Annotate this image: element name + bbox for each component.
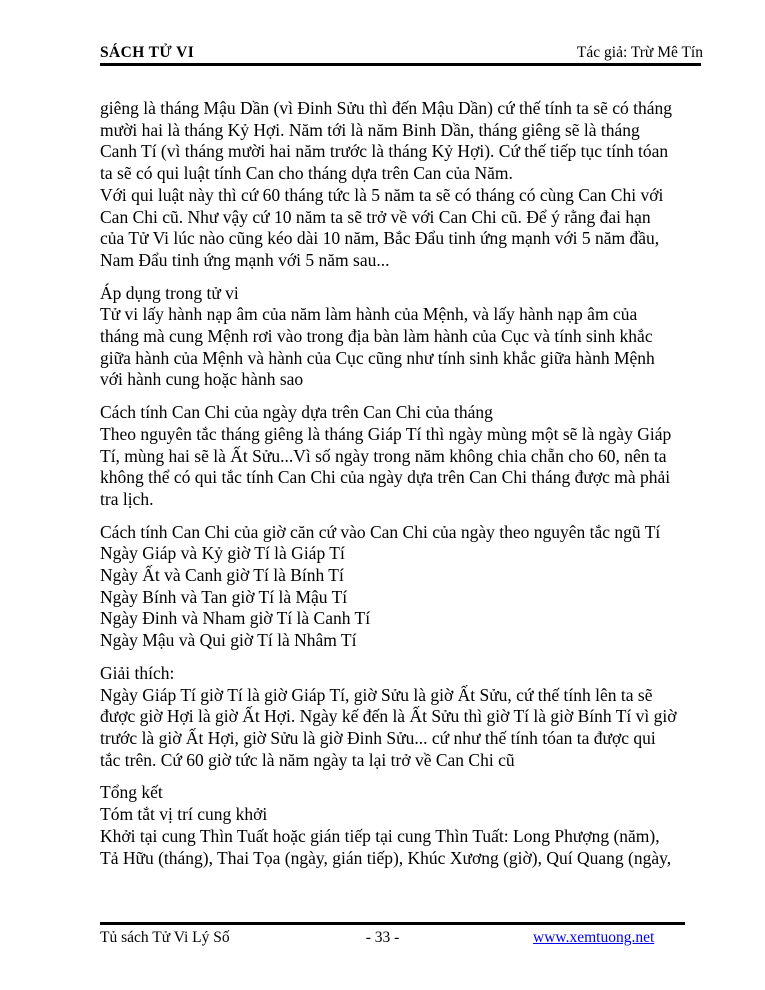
- text-line: Khởi tại cung Thìn Tuất hoặc gián tiếp tại cung Thìn Tuất: Long Phượng (năm),: [100, 825, 660, 846]
- text-line: Tí, mùng hai sẽ là Ất Sửu...Vì số ngày trong năm không chia chẵn cho 60, nên ta: [100, 445, 667, 466]
- text-line: Tóm tắt vị trí cung khởi: [100, 804, 268, 825]
- text-line: được giờ Hợi là giờ Ất Hợi. Ngày kế đến là Ất Sửu thì giờ Tí là giờ Bính Tí vì giờ: [100, 706, 677, 727]
- paragraph-block: [100, 782, 740, 869]
- text-line: Tả Hữu (tháng), Thai Tọa (ngày, gián tiếp), Khúc Xương (giờ), Quí Quang (ngày,: [100, 847, 672, 868]
- text-line: Canh Tí (vì tháng mười hai năm trước là tháng Kỷ Hợi). Cứ thế tiếp tục tính tóan: [100, 141, 669, 162]
- text-line: Ngày Giáp và Kỷ giờ Tí là Giáp Tí: [100, 543, 345, 564]
- text-line: mười hai là tháng Kỷ Hợi. Năm tới là năm Binh Dần, tháng giêng sẽ là tháng: [100, 119, 640, 140]
- text-line: trước là giờ Ất Hợi, giờ Sửu là giờ Đinh Sửu... cứ như thế tính tóan ta được qui: [100, 727, 656, 748]
- paragraph-block: [100, 663, 740, 772]
- text-line: Ngày Ất và Canh giờ Tí là Bính Tí: [100, 565, 344, 586]
- footer-series-title: Tủ sách Tử Vi Lý Số: [100, 929, 230, 946]
- page-number: - 33 -: [365, 929, 400, 946]
- text-line: tắc trên. Cứ 60 giờ tức là năm ngày ta lại trở về Can Chi cũ: [100, 749, 515, 770]
- text-line: Ngày Đinh và Nham giờ Tí là Canh Tí: [100, 608, 371, 629]
- text-line: Can Chi cũ. Như vậy cứ 10 năm ta sẽ trở về với Can Chi cũ. Để ý rằng đai hạn: [100, 206, 651, 227]
- header-rule: [100, 63, 701, 66]
- paragraph-block: [100, 402, 740, 511]
- text-line: ta sẽ có qui luật tính Can cho tháng dựa trên Can của Năm.: [100, 163, 513, 184]
- book-title: SÁCH TỬ VI: [100, 44, 195, 61]
- text-line: không thể có qui tắc tính Can Chi của ngày dựa trên Can Chi tháng được mà phải: [100, 467, 671, 488]
- text-line: Ngày Giáp Tí giờ Tí là giờ Giáp Tí, giờ Sửu là giờ Ất Sửu, cứ thế tính lên ta sẽ: [100, 684, 653, 705]
- footer-rule: [100, 922, 685, 925]
- page-header: [100, 44, 703, 62]
- author-credit: Tác giả: Trừ Mê Tín: [576, 44, 703, 61]
- text-line: Giải thích:: [100, 662, 175, 683]
- text-line: của Tử Vi lúc nào cũng kéo dài 10 năm, Bắc Đẩu tinh ứng mạnh với 5 năm đầu,: [100, 228, 660, 249]
- text-line: giêng là tháng Mậu Dần (vì Đinh Sửu thì đến Mậu Dần) cứ thế tính ta sẽ có tháng: [100, 98, 673, 118]
- website-link[interactable]: www.xemtuong.net: [533, 929, 655, 946]
- text-line: Nam Đẩu tinh ứng mạnh với 5 năm sau...: [100, 249, 390, 270]
- paragraph-block: [100, 522, 740, 652]
- paragraph-block: [100, 98, 740, 272]
- text-line: Theo nguyên tắc tháng giêng là tháng Giáp Tí thì ngày mùng một sẽ là ngày Giáp: [100, 423, 672, 444]
- text-line: Ngày Bính và Tan giờ Tí là Mậu Tí: [100, 586, 348, 607]
- text-line: với hành cung hoặc hành sao: [100, 369, 304, 390]
- text-line: Cách tính Can Chi của ngày dựa trên Can Chi của tháng: [100, 402, 493, 423]
- text-line: Cách tính Can Chi của giờ căn cứ vào Can Chi của ngày theo nguyên tắc ngũ Tí: [100, 521, 661, 542]
- text-line: tháng mà cung Mệnh rơi vào trong địa bàn làm hành của Cục và tính sinh khắc: [100, 326, 653, 347]
- text-line: Với qui luật này thì cứ 60 tháng tức là 5 năm ta sẽ có tháng có cùng Can Chi với: [100, 184, 664, 205]
- text-line: Tổng kết: [100, 782, 163, 803]
- page-body: [100, 98, 740, 880]
- text-line: giữa hành của Mệnh và hành của Cục cũng như tính sinh khắc giữa hành Mệnh: [100, 347, 655, 368]
- text-line: tra lịch.: [100, 488, 154, 509]
- paragraph-block: [100, 283, 740, 392]
- text-line: Ngày Mậu và Qui giờ Tí là Nhâm Tí: [100, 630, 357, 651]
- text-line: Áp dụng trong tử vi: [100, 282, 239, 303]
- text-line: Tử vi lấy hành nạp âm của năm làm hành của Mệnh, và lấy hành nạp âm của: [100, 304, 638, 325]
